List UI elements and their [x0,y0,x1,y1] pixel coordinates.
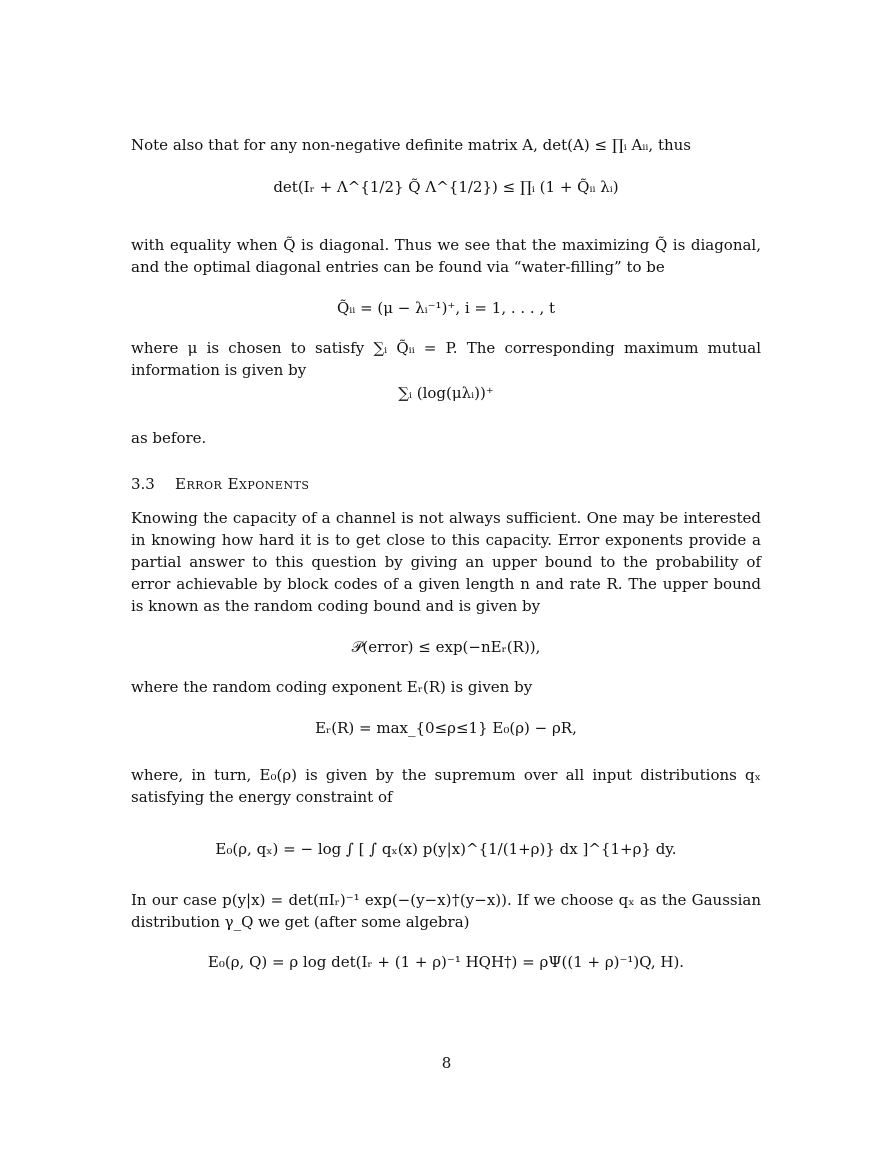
paragraph-random-coding-exponent: where the random coding exponent Eᵣ(R) is given by [131,678,533,696]
equation-water-filling: Q̃ᵢᵢ = (μ − λᵢ⁻¹)⁺, i = 1, . . . , t [336,299,556,317]
equation-det-bound: det(Iᵣ + Λ^{1/2} Q̃ Λ^{1/2}) ≤ ∏ᵢ (1 + Q̃ᵢᵢ λᵢ) [273,178,619,196]
equation-mutual-information: ∑ᵢ (log(μλᵢ))⁺ [398,384,494,402]
section-title: Error Exponents [175,475,310,493]
equation-random-coding-exponent: Eᵣ(R) = max_{0≤ρ≤1} E₀(ρ) − ρR, [315,719,577,737]
equation-e0-gaussian: E₀(ρ, Q) = ρ log det(Iᵣ + (1 + ρ)⁻¹ HQH†) = ρΨ((1 + ρ)⁻¹)Q, H). [207,953,685,971]
page-number: 8 [441,1054,452,1072]
paragraph-supremum: where, in turn, E₀(ρ) is given by the supremum over all input distributions qₓ satisfying the energy constraint of [131,766,761,806]
paragraph-as-before: as before. [131,429,207,447]
equation-random-coding-bound: 𝒫(error) ≤ exp(−nEᵣ(R)), [351,638,541,656]
paragraph-our-case: In our case p(y|x) = det(πIᵣ)⁻¹ exp(−(y−x)†(y−x)). If we choose qₓ as the Gaussian distribution γ_Q we get (after some algebra) [131,891,761,931]
equation-e0-definition: E₀(ρ, qₓ) = − log ∫ [ ∫ qₓ(x) p(y|x)^{1/(1+ρ)} dx ]^{1+ρ} dy. [215,840,677,858]
paragraph-water-filling: with equality when Q̃ is diagonal. Thus we see that the maximizing Q̃ is diagonal, and the optimal diagonal entries can be found via “water-filling” to be [131,236,761,276]
section-heading [131,473,309,495]
paragraph-nonneg-definite: Note also that for any non-negative definite matrix A, det(A) ≤ ∏ᵢ Aᵢᵢ, thus [131,136,692,154]
paragraph-mu-chosen: where μ is chosen to satisfy ∑ᵢ Q̃ᵢᵢ = P. The corresponding maximum mutual information is given by [131,339,761,379]
section-number: 3.3 [131,475,155,493]
paragraph-error-exponents-intro: Knowing the capacity of a channel is not always sufficient. One may be interested in knowing how hard it is to get close to this capacity. Error exponents provide a partial answer to this question by giving an upper bound to the probability of error achievable by block codes of a given length n and rate R. The upper bound is known as the random coding bound and is given by [131,509,761,615]
